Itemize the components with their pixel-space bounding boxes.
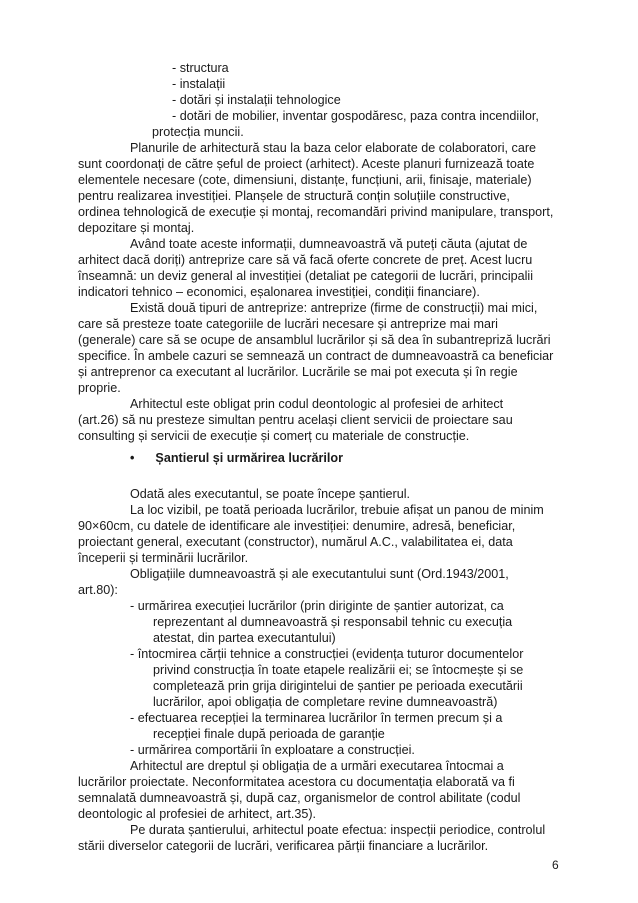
- bullet-icon: •: [130, 451, 135, 465]
- text-line: lucrărilor proiectate. Neconformitatea acestora cu documentația elaborată va fi: [78, 775, 515, 789]
- text-line: pentru realizarea investiției. Planșele de structură conțin soluțiile constructive,: [78, 189, 510, 203]
- text-line: indicatori tehnico – economici, eșalonarea investiției, condiții financiare).: [78, 285, 480, 299]
- text-line: deontologic al profesiei de arhitect, art.35).: [78, 807, 317, 821]
- text-line: protecția muncii.: [152, 125, 244, 139]
- text-line: Arhitectul are dreptul și obligația de a urmări executarea întocmai a: [130, 759, 504, 773]
- text-line: semnalată dumneavoastră și, după caz, organismelor de control abilitate (codul: [78, 791, 521, 805]
- text-line: - întocmirea cărții tehnice a construcției (evidența tuturor documentelor: [130, 647, 524, 661]
- text-line: Arhitectul este obligat prin codul deontologic al profesiei de arhitect: [130, 397, 504, 411]
- text-line: Planurile de arhitectură stau la baza celor elaborate de colaboratori, care: [130, 141, 537, 155]
- text-line: înseamnă: un deviz general al investiției (detaliat pe categorii de lucrări, principalii: [78, 269, 534, 283]
- text-line: începerii și terminării lucrărilor.: [78, 551, 249, 565]
- text-line: sunt coordonați de către șeful de proiect (arhitect). Aceste planuri furnizează toate: [78, 157, 535, 171]
- text-line: Există două tipuri de antreprize: antreprize (firme de construcții) mai mici,: [130, 301, 538, 315]
- text-line: recepției finale după perioada de garanție: [153, 727, 385, 741]
- text-line: - urmărirea execuției lucrărilor (prin diriginte de șantier autorizat, ca: [130, 599, 504, 613]
- page-number: 6: [552, 858, 559, 872]
- text-line: consulting și servicii de execuție și comerț cu materiale de construcție.: [78, 429, 470, 443]
- section-heading-text: Șantierul și urmărirea lucrărilor: [155, 451, 344, 465]
- text-line: elementele necesare (cote, dimensiuni, distanțe, funcțiuni, arii, finisaje, materiale): [78, 173, 532, 187]
- text-line: proiectant general, executant (constructor), numărul A.C., valabilitatea ei, data: [78, 535, 513, 549]
- section-heading: [130, 451, 343, 466]
- text-line: completează prin grija dirigintelui de șantier pe perioada executării: [153, 679, 523, 693]
- text-line: și antreprenor ca executant al lucrărilor. Lucrările se mai pot executa și în regie: [78, 365, 518, 379]
- text-line: privind construcția în toate etapele realizării ei; se întocmește și se: [153, 663, 524, 677]
- text-line: proprie.: [78, 381, 121, 395]
- text-line: ordinea tehnologică de execuție și montaj, recomandări privind manipulare, transport,: [78, 205, 554, 219]
- text-line: - efectuarea recepției la terminarea lucrărilor în termen precum și a: [130, 711, 503, 725]
- text-line: (generale) care să se ocupe de ansamblul lucrărilor și să dea în subantrepriză lucrări: [78, 333, 551, 347]
- text-line: - instalații: [172, 77, 226, 91]
- text-line: Obligațiile dumneavoastră și ale executantului sunt (Ord.1943/2001,: [130, 567, 509, 581]
- text-line: reprezentant al dumneavoastră și responsabil tehnic cu execuția: [153, 615, 513, 629]
- text-line: specifice. În ambele cazuri se semnează un contract de dumneavoastră ca beneficiar: [78, 349, 554, 363]
- text-line: art.80):: [78, 583, 118, 597]
- text-line: stării diverselor categorii de lucrări, verificarea părții financiare a lucrărilor.: [78, 839, 489, 853]
- text-line: - dotări de mobilier, inventar gospodăresc, paza contra incendiilor,: [172, 109, 539, 123]
- text-line: care să presteze toate categoriile de lucrări necesare și antreprize mai mari: [78, 317, 498, 331]
- text-line: - dotări și instalații tehnologice: [172, 93, 341, 107]
- text-line: Având toate aceste informații, dumneavoastră vă puteți căuta (ajutat de: [130, 237, 528, 251]
- text-line: (art.26) să nu presteze simultan pentru același client servicii de proiectare sau: [78, 413, 513, 427]
- text-line: atestat, din partea executantului): [153, 631, 336, 645]
- text-line: Pe durata șantierului, arhitectul poate efectua: inspecții periodice, controlul: [130, 823, 546, 837]
- text-line: arhitect dacă doriți) antreprize care să vă facă oferte concrete de preț. Acest lucru: [78, 253, 533, 267]
- text-line: depozitare și montaj.: [78, 221, 195, 235]
- text-line: lucrărilor, apoi obligația de completare revine dumneavoastră): [153, 695, 498, 709]
- text-line: Odată ales executantul, se poate începe șantierul.: [130, 487, 411, 501]
- text-line: 90×60cm, cu datele de identificare ale investiției: denumire, adresă, beneficiar,: [78, 519, 516, 533]
- text-line: - urmărirea comportării în exploatare a construcției.: [130, 743, 415, 757]
- text-line: La loc vizibil, pe toată perioada lucrărilor, trebuie afișat un panou de minim: [130, 503, 544, 517]
- text-line: - structura: [172, 61, 229, 75]
